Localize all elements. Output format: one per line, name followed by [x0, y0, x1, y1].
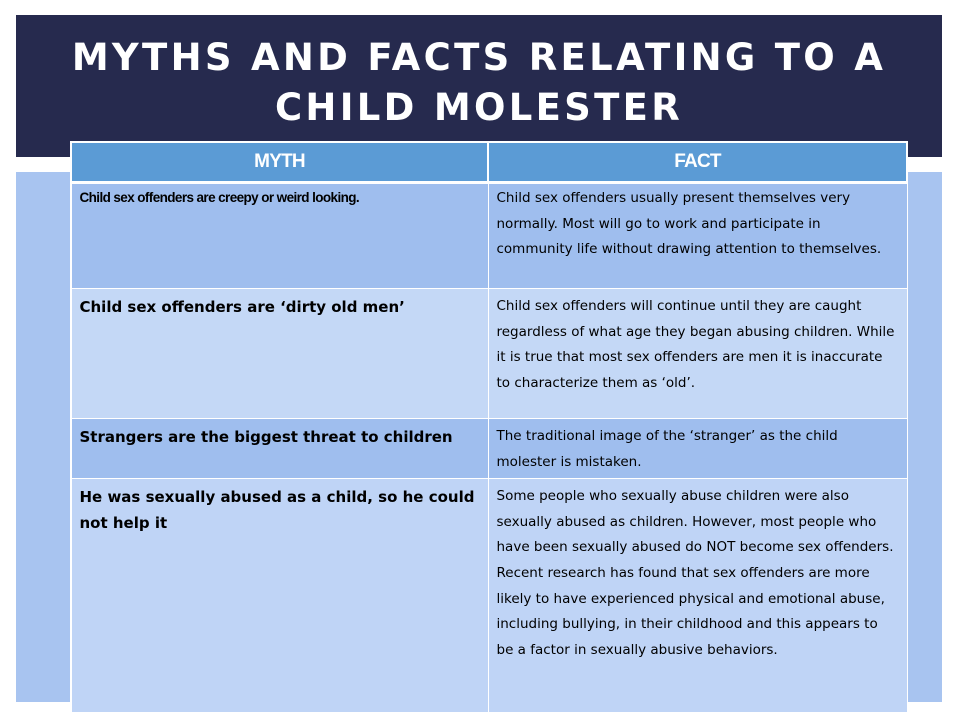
header-fact: FACT [488, 142, 907, 183]
slide-title: MYTHS AND FACTS RELATING TO A CHILD MOLESTER [71, 36, 887, 129]
fact-cell: Child sex offenders usually present themselves very normally. Most will go to work and participate in community life without drawing attention to themselves. [488, 183, 907, 289]
fact-cell: The traditional image of the ‘stranger’ as the child molester is mistaken. [488, 419, 907, 479]
myth-cell: Strangers are the biggest threat to children [71, 419, 488, 479]
myth-cell: He was sexually abused as a child, so he could not help it [71, 479, 488, 713]
myth-cell: Child sex offenders are creepy or weird looking. [71, 183, 488, 289]
myth-fact-table [70, 141, 906, 713]
table-row [71, 479, 907, 713]
table-row [71, 419, 907, 479]
fact-cell: Some people who sexually abuse children were also sexually abused as children. However, most people who have been sexually abused do NOT become sex offenders. Recent research has found that sex offenders are more likely to have experienced physical and emotional abuse, including bullying, in their childhood and this appears to be a factor in sexually abusive behaviors. [488, 479, 907, 713]
fact-cell: Child sex offenders will continue until they are caught regardless of what age they began abusing children. While it is true that most sex offenders are men it is inaccurate to characterize them as ‘old’. [488, 289, 907, 419]
myth-cell: Child sex offenders are ‘dirty old men’ [71, 289, 488, 419]
table-row [71, 289, 907, 419]
title-band [16, 15, 942, 157]
header-myth: MYTH [71, 142, 488, 183]
table-row [71, 183, 907, 289]
table-header-row [71, 142, 907, 183]
